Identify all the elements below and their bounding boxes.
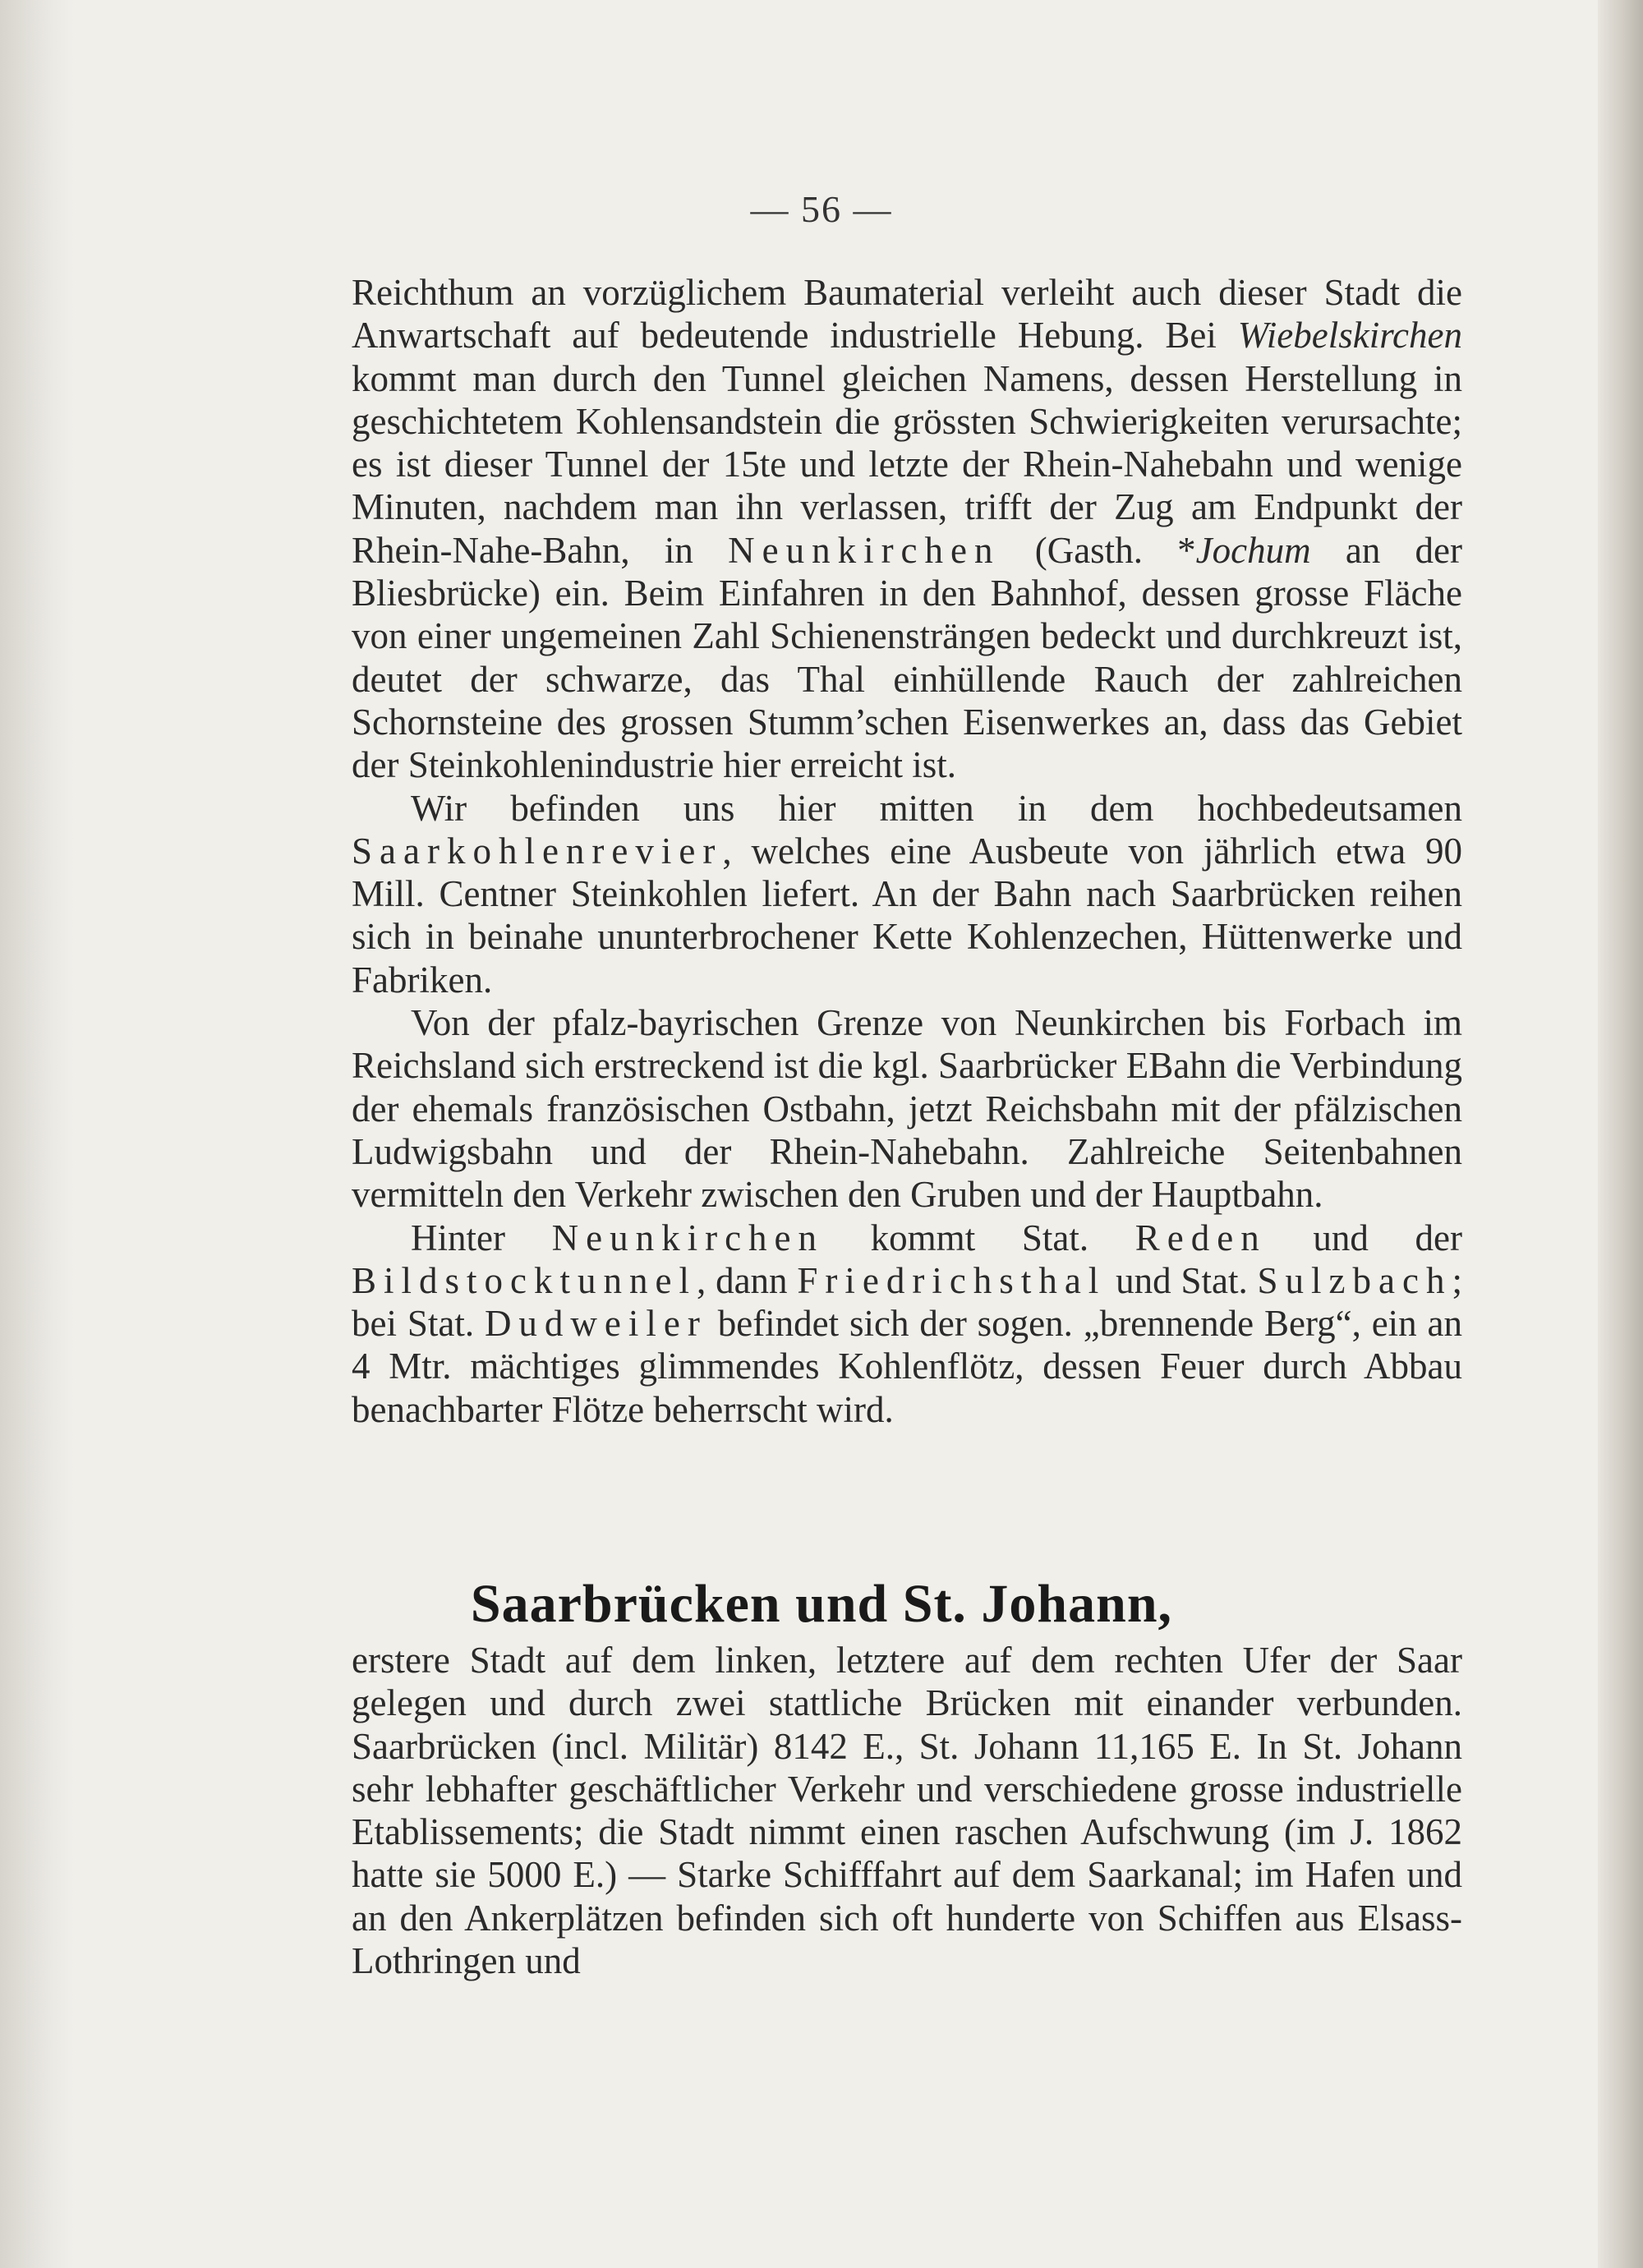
text-run: kommt Stat. — [824, 1217, 1135, 1258]
text-run: , welches eine Ausbeute von jährlich etwa 90 Mill. Centner Steinkohlen liefert. An der Bahn nach Saarbrücken reihen sich in beinahe ununterbrochener Kette Kohlenzechen, Hüttenwerke und Fabriken. — [352, 830, 1462, 1001]
hotel-name-italic: Jochum — [1195, 529, 1311, 571]
text-run: kommt man durch den Tunnel gleichen Namens, dessen Herstellung in geschichtetem Kohlensandstein die grössten Schwierigkeiten verursachte; es ist dieser Tunnel der 15te und letzte der Rhein-Nahebahn und wenige Minuten, nachdem man ihn verlassen, trifft der Zug am Endpunkt der Rhein-Nahe-Bahn, in — [352, 357, 1462, 571]
place-name-italic: Wiebelskirchen — [1237, 315, 1462, 357]
section-text — [352, 1639, 1462, 1982]
page-edge — [1598, 0, 1643, 2268]
place-name-spaced: Neunkirchen — [551, 1217, 825, 1258]
page-number: — 56 — — [750, 188, 893, 230]
paragraph-2 — [352, 787, 1462, 1001]
text-run: und der — [1266, 1217, 1463, 1258]
text-run: Reichthum an vorzüglichem Baumaterial verleiht auch dieser Stadt die Anwartschaft auf bedeutende industrielle Hebung. Bei — [352, 272, 1462, 357]
text-run: Hinter — [411, 1217, 552, 1258]
place-name-spaced: Friedrichsthal — [797, 1259, 1107, 1301]
main-text — [352, 271, 1462, 1431]
text-run: und Stat. — [1106, 1259, 1258, 1301]
gutter-shadow — [0, 0, 74, 2268]
paragraph-5: erstere Stadt auf dem linken, letztere auf dem rechten Ufer der Saar gelegen und durch zwei stattliche Brücken mit einander verbunden. Saarbrücken (incl. Militär) 8142 E., St. Johann 11,165 E. In St. Johann sehr lebhafter geschäftlicher Verkehr und verschiedene grosse industrielle Etablissements; die Stadt nimmt einen raschen Aufschwung (im J. 1862 hatte sie 5000 E.) — Starke Schifffahrt auf dem Saarkanal; im Hafen und an den Ankerplätzen befinden sich oft hunderte von Schiffen aus Elsass-Lothringen und — [352, 1640, 1462, 1982]
text-run: Wir befinden uns hier mitten in dem hochbedeutsamen — [411, 787, 1462, 829]
place-name-spaced: Dudweiler — [484, 1303, 707, 1345]
paragraph-1 — [352, 271, 1462, 787]
paragraph-3: Von der pfalz-bayrischen Grenze von Neunkirchen bis Forbach im Reichsland sich erstreckend ist die kgl. Saarbrücker EBahn die Verbindung der ehemals französischen Ostbahn, jetzt Reichsbahn mit der pfälzischen Ludwigsbahn und der Rhein-Nahebahn. Zahlreiche Seitenbahnen vermitteln den Verkehr zwischen den Gruben und der Hauptbahn. — [352, 1002, 1462, 1216]
place-name-spaced: Reden — [1134, 1217, 1267, 1258]
text-run: befindet sich der sogen. „brennende Berg“, ein an 4 Mtr. mächtiges glimmendes Kohlenflötz, dessen Feuer durch Abbau benachbarter Flötze beherrscht wird. — [352, 1303, 1463, 1430]
text-run: (Gasth. * — [1000, 529, 1196, 571]
text-run: ; bei Stat. — [352, 1259, 1462, 1345]
section-heading: Saarbrücken und St. Johann, — [470, 1574, 1173, 1634]
text-run: an der Bliesbrücke) ein. Beim Einfahren in den Bahnhof, dessen grosse Fläche von einer ungemeinen Zahl Schienensträngen bedeckt und durchkreuzt ist, deutet der schwarze, das Thal einhüllende Rauch der zahlreichen Schornsteine des grossen Stumm’schen Eisenwerkes an, dass das Gebiet der Steinkohlenindustrie hier erreicht ist. — [352, 529, 1462, 786]
place-name-spaced: Sulzbach — [1257, 1259, 1452, 1301]
text-run: , dann — [697, 1259, 798, 1301]
place-name-spaced: Bildstocktunnel — [352, 1259, 697, 1301]
paragraph-4 — [352, 1217, 1462, 1431]
place-name-spaced: Neunkirchen — [728, 529, 1001, 571]
place-name-spaced: Saarkohlenrevier — [352, 830, 723, 872]
